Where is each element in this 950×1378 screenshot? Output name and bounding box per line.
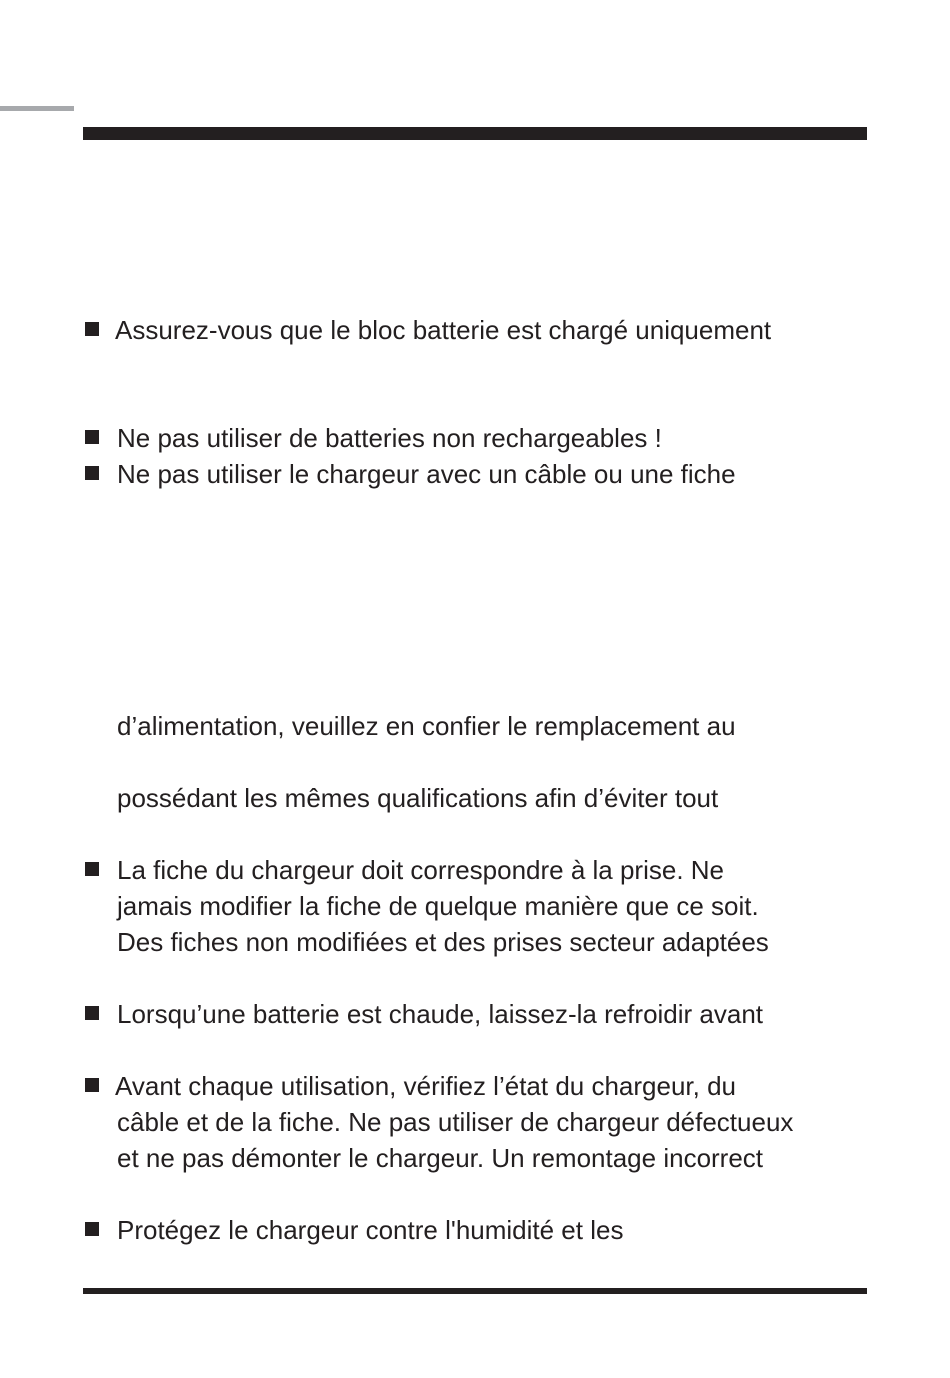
- safety-item-non-rechargeable: Ne pas utiliser de batteries non rechargeables !: [117, 423, 662, 453]
- safety-item-inspection-line-2: câble et de la fiche. Ne pas utiliser de chargeur défectueux: [117, 1107, 794, 1137]
- safety-item-inspection-line-3: et ne pas démonter le chargeur. Un remontage incorrect: [117, 1143, 764, 1173]
- text-line-qualifications: possédant les mêmes qualifications afin d’éviter tout: [117, 783, 719, 813]
- bullet-icon: [85, 466, 99, 480]
- bullet-icon: [85, 1078, 99, 1092]
- safety-item-humidity: Protégez le chargeur contre l'humidité et les: [117, 1215, 624, 1245]
- corner-rule: [0, 106, 74, 111]
- safety-item-hot-battery: Lorsqu’une batterie est chaude, laissez-la refroidir avant: [117, 999, 764, 1029]
- safety-item-battery-charge: Assurez-vous que le bloc batterie est chargé uniquement: [115, 315, 772, 345]
- safety-item-plug-line-3: Des fiches non modifiées et des prises secteur adaptées: [117, 927, 769, 957]
- bullet-icon: [85, 862, 99, 876]
- safety-item-plug-line-1: La fiche du chargeur doit correspondre à la prise. Ne: [117, 855, 725, 885]
- bullet-icon: [85, 1006, 99, 1020]
- bullet-icon: [85, 322, 99, 336]
- bullet-icon: [85, 430, 99, 444]
- bullet-icon: [85, 1222, 99, 1236]
- safety-item-inspection-line-1: Avant chaque utilisation, vérifiez l’état du chargeur, du: [115, 1071, 737, 1101]
- header-rule: [83, 127, 867, 140]
- text-line-replacement: d’alimentation, veuillez en confier le remplacement au: [117, 711, 736, 741]
- safety-item-plug-line-2: jamais modifier la fiche de quelque manière que ce soit.: [117, 891, 759, 921]
- footer-rule: [83, 1288, 867, 1294]
- safety-item-damaged-cable: Ne pas utiliser le chargeur avec un câble ou une fiche: [117, 459, 736, 489]
